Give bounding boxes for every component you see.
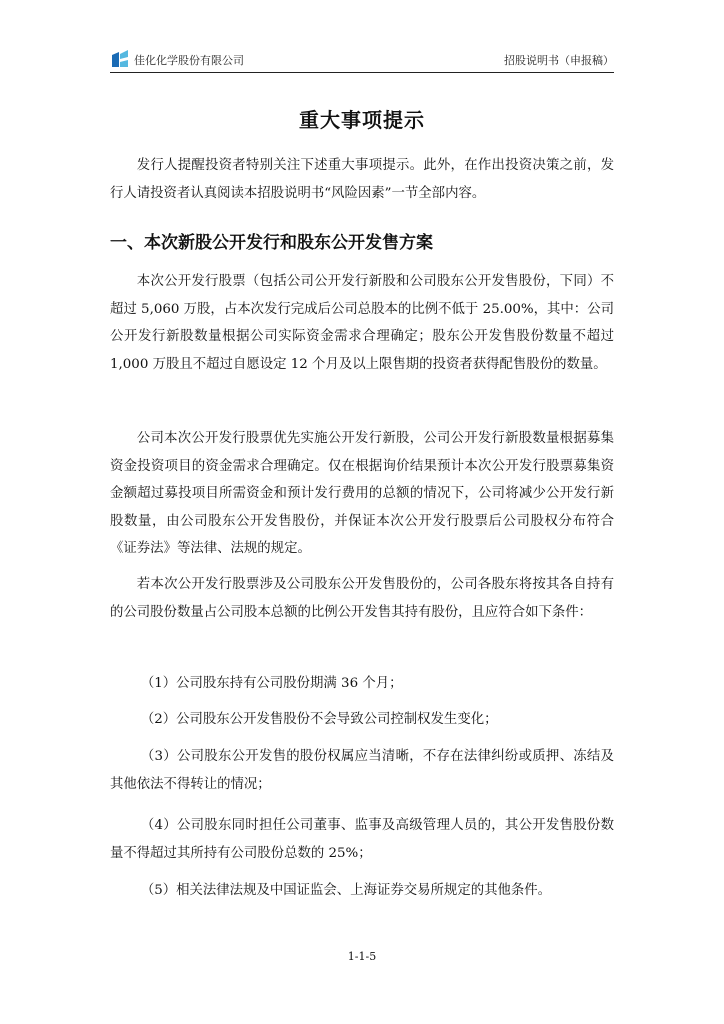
document-type: 招股说明书（申报稿）	[504, 54, 614, 67]
paragraph-shareholder-sale: 若本次公开发行股票涉及公司股东公开发售股份的，公司各股东将按其各自持有的公司股份数量占公司股本总额的比例公开发售其持有股份，且应符合如下条件：	[110, 577, 614, 620]
condition-item-3: （3）公司股东公开发售的股份权属应当清晰，不存在法律纠纷或质押、冻结及其他依法不得转让的情况；	[110, 749, 614, 792]
section-heading: 一、本次新股公开发行和股东公开发售方案	[110, 233, 433, 253]
condition-item-4: （4）公司股东同时担任公司董事、监事及高级管理人员的，其公开发售股份数量不得超过其所持有公司股份总数的 25%；	[110, 818, 614, 861]
condition-item-1: （1）公司股东持有公司股份期满 36 个月；	[140, 676, 403, 691]
company-name: 佳化化学股份有限公司	[134, 54, 244, 67]
intro-paragraph: 发行人提醒投资者特别关注下述重大事项提示。此外，在作出投资决策之前，发行人请投资者认真阅读本招股说明书“风险因素”一节全部内容。	[110, 158, 614, 201]
page-title: 重大事项提示	[299, 108, 425, 132]
paragraph-new-shares-priority: 公司本次公开发行股票优先实施公开发行新股，公司公开发行新股数量根据募集资金投资项目的资金需求合理确定。仅在根据询价结果预计本次公开发行股票募集资金额超过募投项目所需资金和预计发行费用的总额的情况下，公司将减少公开发行新股数量，由公司股东公开发售股份，并保证本次公开发行股票后公司股权分布符合《证券法》等法律、法规的规定。	[110, 431, 614, 556]
page-number: 1-1-5	[347, 950, 377, 963]
condition-item-2: （2）公司股东公开发售股份不会导致公司控制权发生变化；	[140, 712, 498, 727]
company-logo-icon	[110, 50, 130, 68]
page-header	[110, 46, 614, 73]
condition-item-5: （5）相关法律法规及中国证监会、上海证券交易所规定的其他条件。	[140, 883, 552, 898]
paragraph-issuance-plan: 本次公开发行股票（包括公司公开发行新股和公司股东公开发售股份，下同）不超过 5,060 万股，占本次发行完成后公司总股本的比例不低于 25.00%，其中：公司公开发行新股数量根据公司实际资金需求合理确定；股东公开发售股份数量不超过 1,000 万股且不超过自愿设定 12 个月及以上限售期的投资者获得配售股份的数量。	[110, 274, 614, 372]
